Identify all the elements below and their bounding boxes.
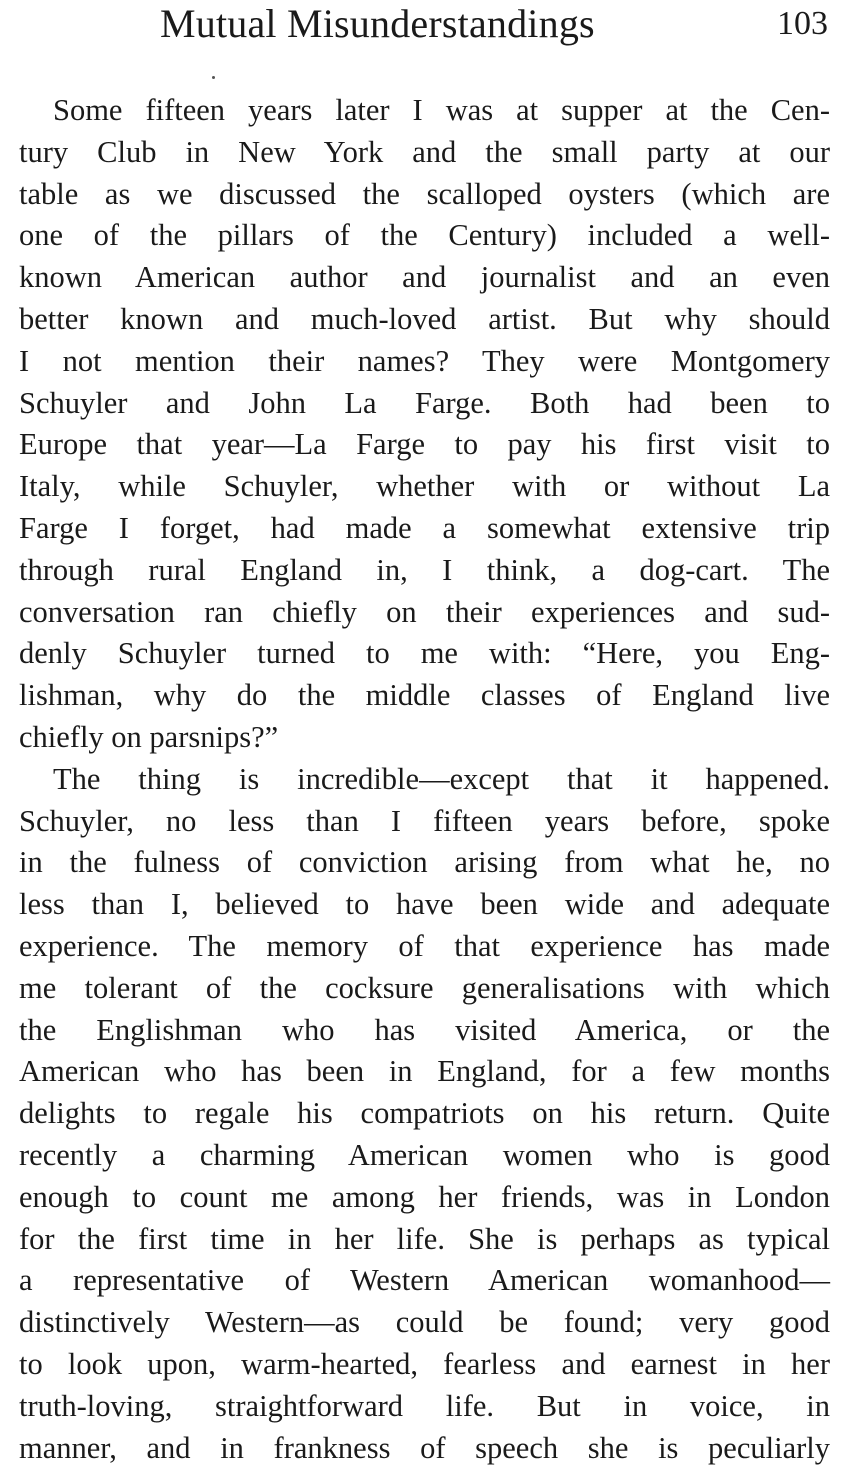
print-speck	[212, 76, 215, 79]
text-line: me tolerant of the cocksure generalisations with which	[19, 970, 830, 1005]
body-text	[19, 90, 830, 1469]
text-line: lishman, why do the middle classes of England live	[19, 678, 830, 713]
text-line: known American author and journalist and an even	[19, 260, 830, 295]
text-line: Europe that year—La Farge to pay his first visit to	[19, 427, 830, 462]
text-line: one of the pillars of the Century) included a well-	[19, 218, 830, 253]
text-line: Schuyler and John La Farge. Both had been to	[19, 385, 830, 420]
text-line: Farge I forget, had made a somewhat extensive trip	[19, 510, 830, 545]
text-line: Italy, while Schuyler, whether with or without La	[19, 469, 830, 504]
text-line: table as we discussed the scalloped oysters (which are	[19, 176, 830, 211]
text-line: Some fifteen years later I was at supper at the Cen-	[53, 93, 830, 127]
text-line: conversation ran chiefly on their experiences and sud-	[19, 594, 830, 629]
page-number: 103	[777, 5, 828, 42]
text-line: manner, and in frankness of speech she is peculiarly	[19, 1430, 830, 1465]
running-title: Mutual Misunderstandings	[160, 1, 595, 46]
text-line: for the first time in her life. She is perhaps as typical	[19, 1221, 830, 1256]
text-line: Schuyler, no less than I fifteen years before, spoke	[19, 803, 830, 838]
text-line: to look upon, warm-hearted, fearless and earnest in her	[19, 1346, 830, 1381]
text-line: enough to count me among her friends, was in London	[19, 1179, 830, 1214]
text-line: delights to regale his compatriots on his return. Quite	[19, 1096, 830, 1131]
text-line: recently a charming American women who is good	[19, 1137, 830, 1172]
text-line: I not mention their names? They were Montgomery	[19, 343, 830, 378]
text-line: truth-loving, straightforward life. But in voice, in	[19, 1388, 830, 1423]
text-line: less than I, believed to have been wide and adequate	[19, 887, 830, 922]
text-line: The thing is incredible—except that it happened.	[53, 761, 830, 796]
text-line: denly Schuyler turned to me with: “Here, you Eng-	[19, 636, 830, 671]
text-line: a representative of Western American womanhood—	[19, 1263, 830, 1298]
text-line: distinctively Western—as could be found; very good	[19, 1305, 830, 1340]
text-line: experience. The memory of that experience has made	[19, 928, 830, 963]
text-line: better known and much-loved artist. But why should	[19, 301, 830, 336]
text-line: chiefly on parsnips?”	[19, 719, 279, 754]
text-line: in the fulness of conviction arising from what he, no	[19, 845, 830, 880]
running-head	[0, 0, 858, 50]
text-line: American who has been in England, for a few months	[19, 1054, 830, 1089]
text-line: through rural England in, I think, a dog-cart. The	[19, 552, 830, 587]
paragraph	[19, 90, 830, 759]
text-line: tury Club in New York and the small party at our	[19, 134, 830, 169]
text-line: the Englishman who has visited America, or the	[19, 1012, 830, 1047]
paragraph	[19, 759, 830, 1470]
